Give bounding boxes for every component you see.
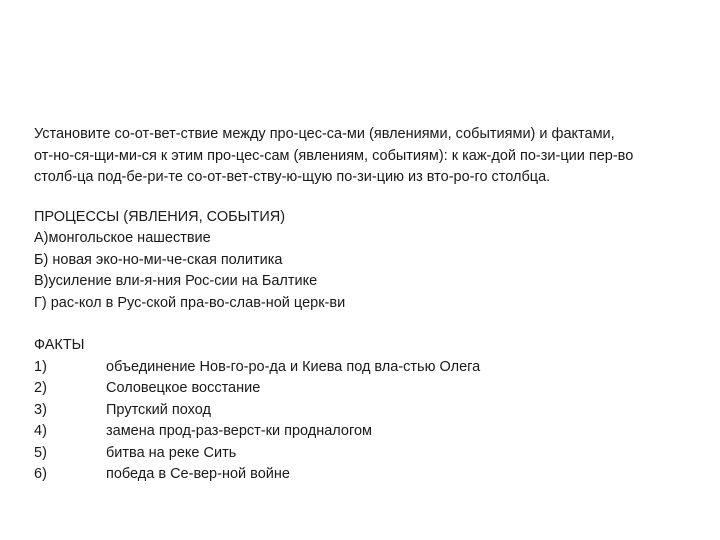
- fact-row: [34, 378, 720, 400]
- fact-text: Прутский поход: [106, 401, 211, 418]
- intro-line: Установите со-от-вет-ствие между про-цес-са-ми (явлениями, событиями) и фактами,: [34, 126, 615, 142]
- fact-number: 3): [34, 401, 47, 418]
- fact-row: [34, 464, 720, 486]
- intro-line: от-но-ся-щи-ми-ся к этим про-цес-сам (явлениям, событиям): к каж-дой по-зи-ции пер-во: [34, 147, 634, 164]
- fact-row: [34, 400, 720, 422]
- intro-line: столб-ца под-бе-ри-те со-от-вет-ству-ю-щую по-зи-цию из вто-ро-го столбца.: [34, 169, 551, 185]
- fact-row: [34, 421, 720, 443]
- fact-number: 4): [34, 423, 47, 439]
- fact-text: замена прод-раз-верст-ки продналогом: [106, 423, 372, 439]
- fact-text: объединение Нов-го-ро-да и Киева под вла-стью Олега: [106, 358, 481, 375]
- process-item-a: А)монгольское нашествие: [34, 230, 211, 246]
- fact-number: 5): [34, 444, 47, 461]
- fact-text: Соловецкое восстание: [106, 380, 261, 396]
- fact-row: [34, 443, 720, 465]
- process-item-g: Г) рас-кол в Рус-ской пра-во-слав-ной церк-ви: [34, 294, 346, 311]
- process-item-v: В)усиление вли-я-ния Рос-сии на Балтике: [34, 273, 318, 289]
- fact-number: 6): [34, 466, 47, 482]
- fact-text: победа в Се-вер-ной войне: [106, 466, 290, 482]
- processes-heading: ПРОЦЕССЫ (ЯВЛЕНИЯ, СОБЫТИЯ): [34, 208, 286, 225]
- fact-number: 2): [34, 380, 47, 396]
- facts-heading: ФАКТЫ: [34, 337, 85, 353]
- process-item-b: Б) новая эко-но-ми-че-ская политика: [34, 251, 283, 268]
- task-text: [34, 124, 720, 486]
- fact-row: [34, 357, 720, 379]
- fact-text: битва на реке Сить: [106, 444, 237, 461]
- fact-number: 1): [34, 358, 47, 375]
